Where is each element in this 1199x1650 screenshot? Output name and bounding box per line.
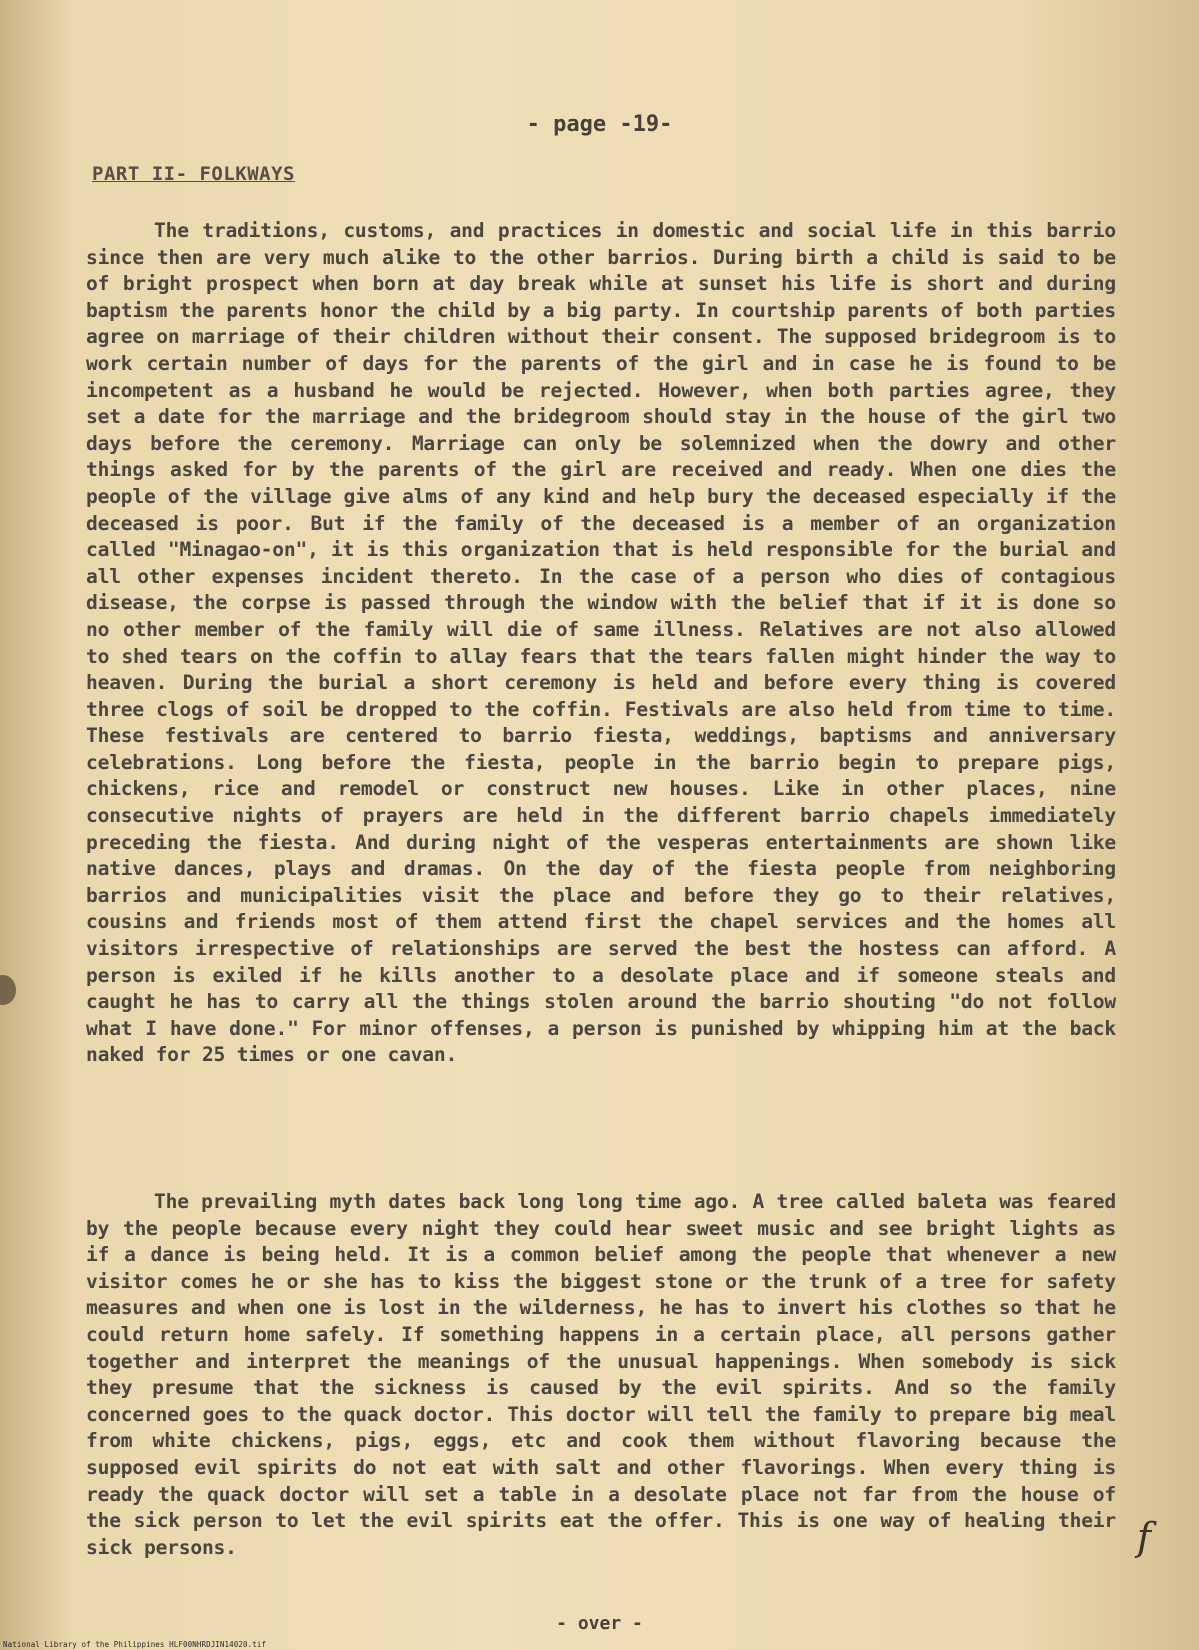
section-heading: PART II- FOLKWAYS <box>92 163 295 185</box>
paragraph-myths-beliefs: The prevailing myth dates back long long time ago. A tree called baleta was feared by the people because every night they could hear sweet music and see bright lights as if a dance is being held. It is a common belief among the people that whenever a new visitor comes he or she has to kiss the biggest stone or the trunk of a tree for safety measures and when one is lost in the wilderness, he has to invert his clothes so that he could return home safely. If something happens in a certain place, all persons gather together and interpret the meanings of the unusual happenings. When somebody is sick they presume that the sickness is caused by the evil spirits. And so the family concerned goes to the quack doctor. This doctor will tell the family to prepare big meal from white chickens, pigs, eggs, etc and cook them without flavoring because the supposed evil spirits do not eat with salt and other flavorings. When every thing is ready the quack doctor will set a table in a desolate place not far from the house of the sick person to let the evil spirits eat the offer. This is one way of healing their sick persons. <box>86 1190 1116 1559</box>
handwritten-margin-mark: f <box>1137 1515 1152 1559</box>
page-number: - page -19- <box>526 112 673 137</box>
paragraph-folkways-customs: The traditions, customs, and practices in domestic and social life in this barrio since then are very much alike to the other barrios. During birth a child is said to be of bright prospect when born at day break while at sunset his life is short and during baptism the parents honor the child by a big party. In courtship parents of both parties agree on marriage of their children without their consent. The supposed bridegroom is to work certain number of days for the parents of the girl and in case he is found to be incompetent as a husband he would be rejected. However, when both parties agree, they set a date for the marriage and the bridegroom should stay in the house of the girl two days before the ceremony. Marriage can only be solemnized when the dowry and other things asked for by the parents of the girl are received and ready. When one dies the people of the village give alms of any kind and help bury the deceased especially if the deceased is poor. But if the family of the deceased is a member of an organization called "Minagao-on", it is this organization that is held responsible for the burial and all other expenses incident thereto. In the case of a person who dies of contagious disease, the corpse is passed through the window with the belief that if it is done so no other member of the family will die of same illness. Relatives are not also allowed to shed tears on the coffin to allay fears that the tears fallen might hinder the way to heaven. During the burial a short ceremony is held and before every thing is covered three clogs of soil be dropped to the coffin. Festivals are also held from time to time. These festivals are centered to barrio fiesta, weddings, baptisms and anniversary celebrations. Long before the fiesta, people in the barrio begin to prepare pigs, chickens, rice and remodel or construct new houses. Like in other places, nine consecutive nights of prayers are held in the different barrio chapels immediately preceding the fiesta. And during night of the vesperas entertainments are shown like native dances, plays and dramas. On the day of the fiesta people from neighboring barrios and municipalities visit the place and before they go to their relatives, cousins and friends most of them attend first the chapel services and the homes all visitors irrespective of relationships are served the best the hostess can afford. A person is exiled if he kills another to a desolate place and if someone steals and caught he has to carry all the things stolen around the barrio shouting "do not follow what I have done." For minor offenses, a person is punished by whipping him at the back naked for 25 times or one cavan. <box>86 219 1116 1067</box>
binding-hole <box>0 975 16 1005</box>
continuation-footer: - over - <box>556 1613 643 1634</box>
archive-label: National Library of the Philippines HLF00NHRDJIN14020.tif <box>3 1640 267 1649</box>
